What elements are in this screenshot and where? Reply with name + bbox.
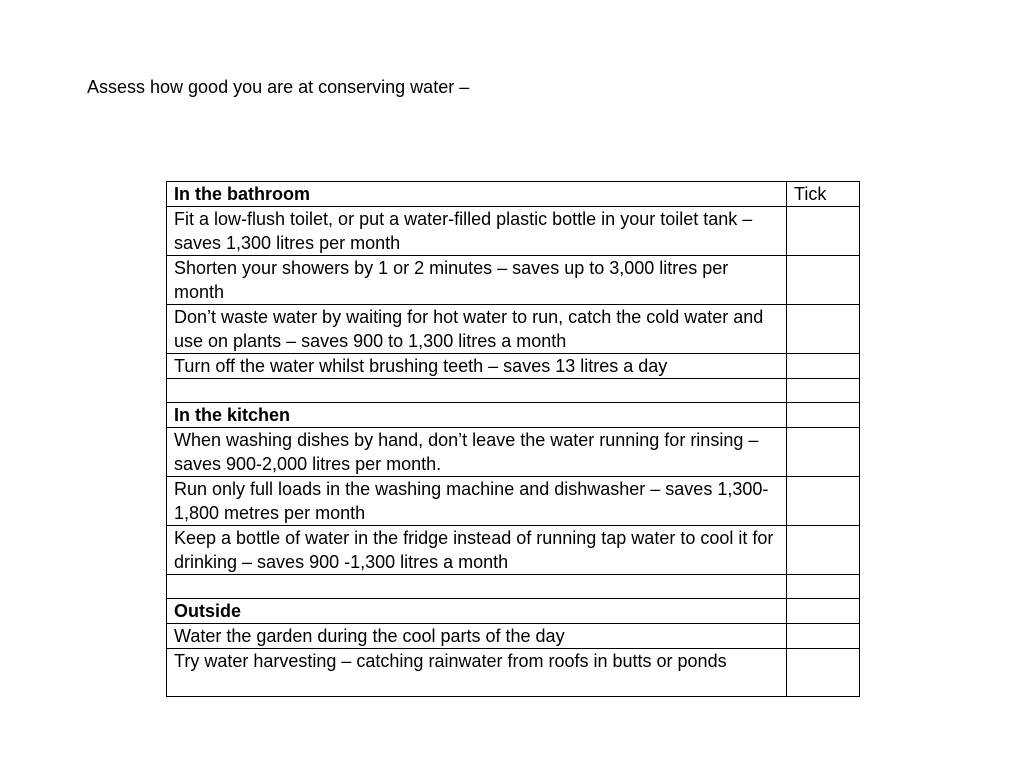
section-heading: In the kitchen — [167, 403, 787, 428]
checklist-row — [167, 305, 860, 354]
action-text: Try water harvesting – catching rainwater from roofs in butts or ponds — [167, 649, 787, 697]
action-text: Fit a low-flush toilet, or put a water-filled plastic bottle in your toilet tank – saves 1,300 litres per month — [167, 207, 787, 256]
tick-cell[interactable] — [787, 526, 860, 575]
tick-cell[interactable] — [787, 624, 860, 649]
intro-text: Assess how good you are at conserving water – — [87, 77, 470, 97]
action-text: Keep a bottle of water in the fridge instead of running tap water to cool it for drinking – saves 900 -1,300 litres a month — [167, 526, 787, 575]
checklist-row — [167, 624, 860, 649]
tick-cell[interactable] — [787, 305, 860, 354]
section-heading: Outside — [167, 599, 787, 624]
tick-cell[interactable] — [787, 207, 860, 256]
tick-cell — [787, 599, 860, 624]
action-text: Shorten your showers by 1 or 2 minutes – saves up to 3,000 litres per month — [167, 256, 787, 305]
action-text: Don’t waste water by waiting for hot water to run, catch the cold water and use on plants – saves 900 to 1,300 litres a month — [167, 305, 787, 354]
tick-cell — [787, 575, 860, 599]
checklist-row — [167, 354, 860, 379]
checklist-row — [167, 526, 860, 575]
section-heading: In the bathroom — [167, 182, 787, 207]
checklist-row — [167, 477, 860, 526]
blank-cell — [167, 379, 787, 403]
tick-cell[interactable] — [787, 649, 860, 697]
tick-cell[interactable] — [787, 477, 860, 526]
blank-row — [167, 379, 860, 403]
checklist-body — [167, 182, 860, 697]
tick-cell — [787, 379, 860, 403]
action-text: Run only full loads in the washing machine and dishwasher – saves 1,300-1,800 metres per month — [167, 477, 787, 526]
water-saving-checklist — [166, 181, 860, 697]
section-header-row — [167, 182, 860, 207]
checklist-row — [167, 256, 860, 305]
tick-cell[interactable] — [787, 428, 860, 477]
tick-cell[interactable] — [787, 354, 860, 379]
action-text: Turn off the water whilst brushing teeth – saves 13 litres a day — [167, 354, 787, 379]
blank-row — [167, 575, 860, 599]
checklist-row — [167, 649, 860, 697]
action-text: When washing dishes by hand, don’t leave the water running for rinsing – saves 900-2,000 litres per month. — [167, 428, 787, 477]
tick-cell — [787, 403, 860, 428]
tick-cell[interactable] — [787, 256, 860, 305]
section-header-row — [167, 403, 860, 428]
section-header-row — [167, 599, 860, 624]
checklist-row — [167, 207, 860, 256]
action-text: Water the garden during the cool parts of the day — [167, 624, 787, 649]
tick-column-header: Tick — [787, 182, 860, 207]
checklist-row — [167, 428, 860, 477]
blank-cell — [167, 575, 787, 599]
